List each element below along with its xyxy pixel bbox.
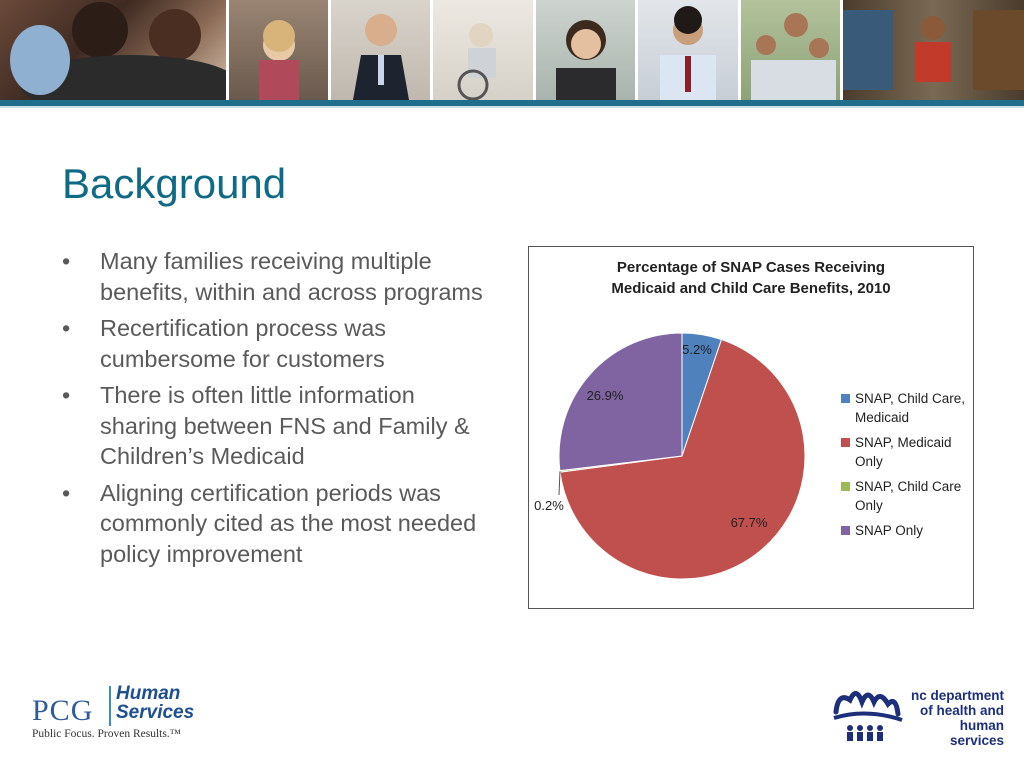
legend-item [841,389,971,427]
pcg-divider [109,686,111,726]
bullet-text: Aligning certification periods was commonly cited as the most needed policy improvement [100,479,477,567]
dhhs-line3: human services [949,718,1004,748]
nc-dhhs-logo [828,682,1018,748]
banner-photo-library [843,0,1024,100]
wheelchair-image [433,0,532,100]
legend-item [841,521,971,540]
bullet-marker: • [62,479,71,506]
banner-rule-light [0,106,1024,108]
bullet-item [62,246,492,307]
dhhs-wordmark [908,688,1004,748]
data-label: 26.9% [586,388,624,403]
pcg-logo [32,683,212,746]
legend-label: Medicaid [855,410,910,425]
bullet-marker: • [62,315,71,341]
photo-banner [0,0,1024,100]
bullet-item [62,478,492,570]
legend-swatch [841,526,850,535]
banner-photo-father-sons [741,0,840,100]
leader-line [559,471,560,495]
family-hug-image [0,0,226,100]
legend-item [841,433,971,471]
pcg-line1: Human [116,683,181,704]
dhhs-emblem-icon [828,682,906,744]
pcg-line2: Services [116,702,195,723]
woman-smiling-image [536,0,635,100]
bullet-marker: • [62,382,71,408]
man-tie-image [638,0,737,100]
legend-swatch [841,482,850,491]
pcg-human-services [116,684,194,722]
data-label: 5.2% [682,342,712,357]
banner-photo-wheelchair [433,0,532,100]
legend-label: SNAP, Child Care, [855,391,966,406]
pcg-mark: PCG [32,694,94,727]
data-label: 67.7% [730,515,768,530]
legend-swatch [841,394,850,403]
bullet-marker: • [62,248,71,274]
legend-item [841,477,971,515]
slide-title: Background [62,160,287,207]
banner-photo-woman-smiling [536,0,635,100]
library-image [843,0,1024,100]
dhhs-line1: nc department [910,688,1004,703]
data-label: 0.2% [534,498,564,513]
legend-label: Only [855,498,883,513]
pcg-tagline: Public Focus. Proven Results.™ [32,728,181,740]
banner-photo-businessman [331,0,430,100]
bullet-text: Many families receiving multiple benefits, within and across programs [100,248,483,305]
dhhs-line2: of health and [920,703,1004,718]
legend-label: SNAP Only [855,523,924,538]
legend-swatch [841,438,850,447]
chart-title-line: Medicaid and Child Care Benefits, 2010 [611,280,891,297]
banner-photo-child [229,0,328,100]
bullet-list [62,246,492,575]
father-sons-image [741,0,840,100]
legend-label: Only [855,454,883,469]
legend-label: SNAP, Medicaid [855,435,952,450]
legend-label: SNAP, Child Care [855,479,962,494]
banner-photo-man-tie [638,0,737,100]
bullet-item [62,313,492,374]
bullet-text: Recertification process was cumbersome for customers [100,315,387,372]
pie-chart-panel [528,246,974,609]
child-image [229,0,328,100]
chart-title-line: Percentage of SNAP Cases Receiving [616,259,886,276]
banner-photo-family-hug [0,0,226,100]
businessman-image [331,0,430,100]
bullet-text: There is often little information sharing between FNS and Family & Children’s Medicaid [100,382,470,469]
chart-legend [841,389,971,546]
bullet-item [62,380,492,472]
